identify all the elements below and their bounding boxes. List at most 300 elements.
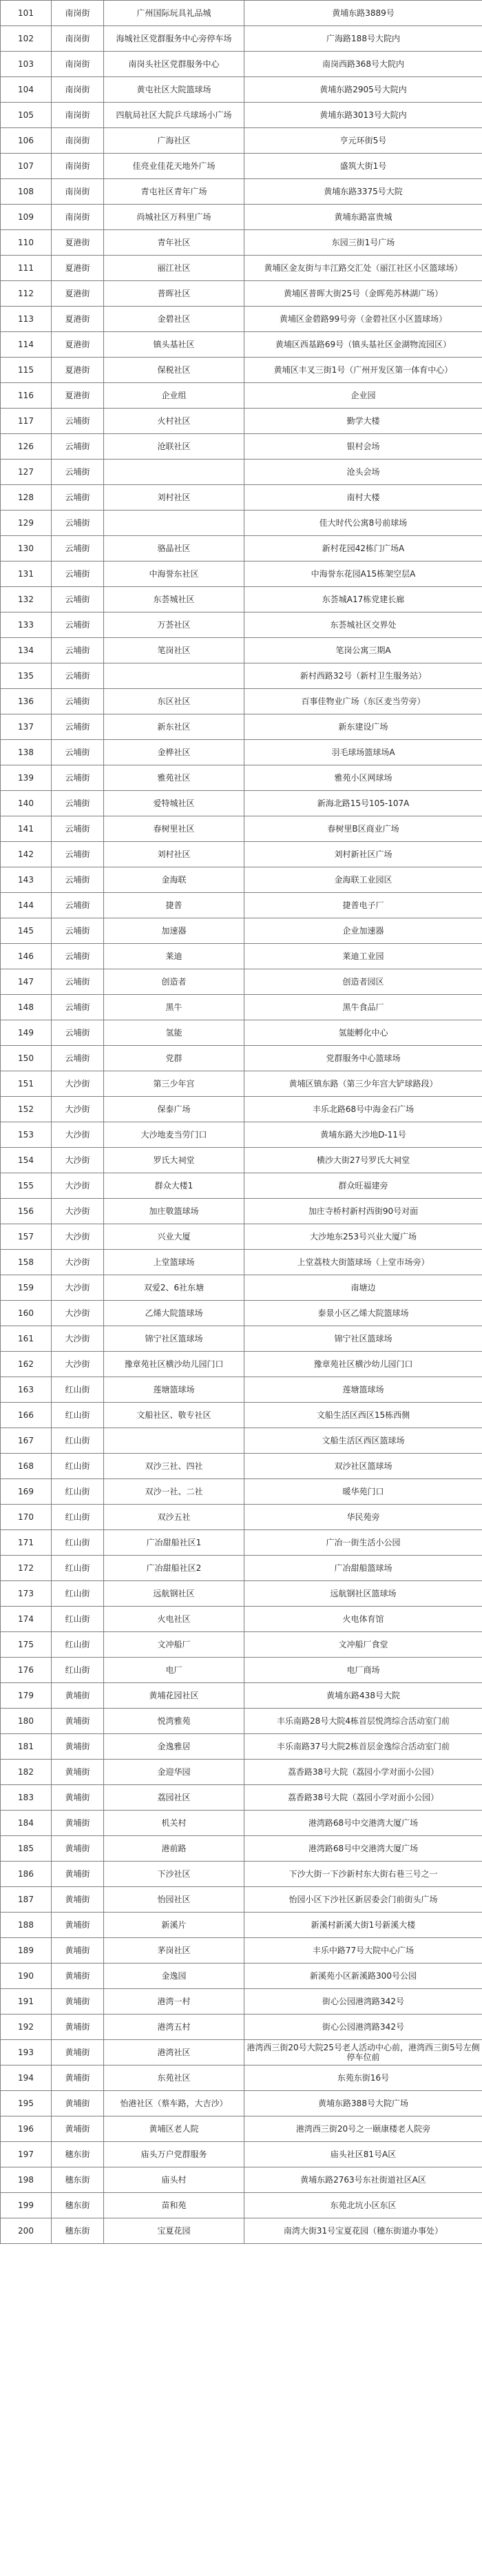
table-row: [1, 791, 482, 816]
table-row: [1, 867, 482, 893]
table-row: [1, 383, 482, 409]
address-cell: 黄埔东路3375号大院: [244, 179, 482, 205]
table-row: [1, 281, 482, 307]
table-row: [1, 409, 482, 434]
street-cell: 红山街: [52, 1658, 104, 1683]
address-cell: 企业加速器: [244, 918, 482, 944]
row-number-cell: 105: [1, 103, 52, 128]
address-cell: 黄埔东路3013号大院内: [244, 103, 482, 128]
street-cell: 南岗街: [52, 154, 104, 179]
row-number-cell: 104: [1, 77, 52, 103]
address-cell: 双沙社区篮球场: [244, 1454, 482, 1479]
address-cell: 文冲船厂食堂: [244, 1632, 482, 1658]
street-cell: 红山街: [52, 1377, 104, 1403]
street-cell: 云埔街: [52, 867, 104, 893]
address-cell: 黄埔东路388号大院广场: [244, 2091, 482, 2116]
street-cell: 穗东街: [52, 2167, 104, 2193]
table-row: [1, 1836, 482, 1862]
street-cell: 南岗街: [52, 26, 104, 52]
address-cell: 新东建设广场: [244, 714, 482, 740]
community-cell: [104, 1428, 244, 1454]
table-row: [1, 944, 482, 969]
address-cell: 火电体育馆: [244, 1607, 482, 1632]
table-row: [1, 918, 482, 944]
street-cell: 黄埔街: [52, 2065, 104, 2091]
community-cell: 广海社区: [104, 128, 244, 154]
table-row: [1, 128, 482, 154]
table-row: [1, 434, 482, 460]
address-cell: 庙头社区81号A区: [244, 2142, 482, 2167]
address-cell: 东苑东街16号: [244, 2065, 482, 2091]
community-cell: [104, 460, 244, 485]
community-cell: 镇头基社区: [104, 332, 244, 358]
street-cell: 黄埔街: [52, 1938, 104, 1964]
table-row: [1, 663, 482, 689]
address-cell: 东园三街1号广场: [244, 230, 482, 256]
table-row: [1, 52, 482, 77]
address-cell: 锦宁社区篮球场: [244, 1326, 482, 1352]
address-cell: 刘村新社区广场: [244, 842, 482, 867]
community-cell: 金迎华园: [104, 1760, 244, 1785]
community-cell: 加速器: [104, 918, 244, 944]
community-cell: 锦宁社区篮球场: [104, 1326, 244, 1352]
community-cell: 荔园社区: [104, 1785, 244, 1811]
table-row: [1, 332, 482, 358]
row-number-cell: 130: [1, 536, 52, 561]
community-cell: 远航钢社区: [104, 1581, 244, 1607]
table-row: [1, 1862, 482, 1887]
address-cell: 电厂商场: [244, 1658, 482, 1683]
community-cell: 南岗头社区党群服务中心: [104, 52, 244, 77]
row-number-cell: 114: [1, 332, 52, 358]
table-row: [1, 179, 482, 205]
address-cell: 黄埔区西基路69号（镇头基社区金湖物流园区）: [244, 332, 482, 358]
community-cell: 火村社区: [104, 409, 244, 434]
table-row: [1, 1760, 482, 1785]
street-cell: 南岗街: [52, 103, 104, 128]
table-row: [1, 1224, 482, 1250]
table-row: [1, 2142, 482, 2167]
community-cell: 机关村: [104, 1811, 244, 1836]
row-number-cell: 150: [1, 1046, 52, 1071]
row-number-cell: 155: [1, 1173, 52, 1199]
community-cell: 骆晶社区: [104, 536, 244, 561]
community-cell: 保税社区: [104, 358, 244, 383]
row-number-cell: 134: [1, 638, 52, 663]
street-cell: 南岗街: [52, 128, 104, 154]
row-number-cell: 170: [1, 1505, 52, 1530]
street-cell: 大沙街: [52, 1071, 104, 1097]
row-number-cell: 132: [1, 587, 52, 612]
community-cell: 雅苑社区: [104, 765, 244, 791]
community-cell: 佳亮业佳花天地外广场: [104, 154, 244, 179]
row-number-cell: 181: [1, 1734, 52, 1760]
row-number-cell: 133: [1, 612, 52, 638]
table-row: [1, 1964, 482, 1989]
row-number-cell: 153: [1, 1122, 52, 1148]
address-cell: 黄埔东路2905号大院内: [244, 77, 482, 103]
row-number-cell: 112: [1, 281, 52, 307]
street-cell: 南岗街: [52, 52, 104, 77]
row-number-cell: 141: [1, 816, 52, 842]
row-number-cell: 102: [1, 26, 52, 52]
table-row: [1, 1785, 482, 1811]
address-cell: 新村花园42栋门广场A: [244, 536, 482, 561]
row-number-cell: 179: [1, 1683, 52, 1709]
table-row: [1, 1148, 482, 1173]
table-row: [1, 765, 482, 791]
table-row: [1, 561, 482, 587]
address-cell: 新溪苑小区新溪路300号公园: [244, 1964, 482, 1989]
community-cell: 港湾五村: [104, 2015, 244, 2040]
street-cell: 南岗街: [52, 77, 104, 103]
table-row: [1, 1658, 482, 1683]
community-cell: 创造者: [104, 969, 244, 995]
community-cell: 普晖社区: [104, 281, 244, 307]
street-cell: 黄埔街: [52, 2015, 104, 2040]
street-cell: 黄埔街: [52, 1836, 104, 1862]
address-cell: 暖华苑门口: [244, 1479, 482, 1505]
address-cell: 沧头会场: [244, 460, 482, 485]
community-cell: 万荟社区: [104, 612, 244, 638]
row-number-cell: 186: [1, 1862, 52, 1887]
community-cell: 沧联社区: [104, 434, 244, 460]
table-row: [1, 205, 482, 230]
table-row: [1, 2015, 482, 2040]
table-row: [1, 1097, 482, 1122]
address-cell: 南岗西路368号大院内: [244, 52, 482, 77]
street-cell: 云埔街: [52, 944, 104, 969]
street-cell: 红山街: [52, 1428, 104, 1454]
row-number-cell: 191: [1, 1989, 52, 2015]
street-cell: 夏港街: [52, 383, 104, 409]
row-number-cell: 140: [1, 791, 52, 816]
address-cell: 雅苑小区网球场: [244, 765, 482, 791]
street-cell: 大沙街: [52, 1148, 104, 1173]
street-cell: 云埔街: [52, 816, 104, 842]
community-cell: 莲塘篮球场: [104, 1377, 244, 1403]
row-number-cell: 195: [1, 2091, 52, 2116]
row-number-cell: 199: [1, 2193, 52, 2218]
community-cell: 庙头村: [104, 2167, 244, 2193]
row-number-cell: 157: [1, 1224, 52, 1250]
community-cell: 豫章苑社区横沙幼儿园门口: [104, 1352, 244, 1377]
row-number-cell: 147: [1, 969, 52, 995]
address-cell: 新海北路15号105-107A: [244, 791, 482, 816]
row-number-cell: 101: [1, 1, 52, 26]
address-cell: 豫章苑社区横沙幼儿园门口: [244, 1352, 482, 1377]
table-row: [1, 1938, 482, 1964]
community-cell: 广冶甜船社区1: [104, 1530, 244, 1556]
street-cell: 南岗街: [52, 205, 104, 230]
street-cell: 大沙街: [52, 1224, 104, 1250]
row-number-cell: 159: [1, 1275, 52, 1301]
community-cell: 金逸园: [104, 1964, 244, 1989]
row-number-cell: 110: [1, 230, 52, 256]
community-cell: 金海联: [104, 867, 244, 893]
table-row: [1, 816, 482, 842]
row-number-cell: 106: [1, 128, 52, 154]
community-cell: 港湾社区: [104, 2040, 244, 2065]
community-cell: 中海誉东社区: [104, 561, 244, 587]
street-cell: 黄埔街: [52, 2040, 104, 2065]
table-row: [1, 1734, 482, 1760]
table-row: [1, 587, 482, 612]
address-cell: 怡园小区下沙社区新居委会门前街头广场: [244, 1887, 482, 1913]
table-row: [1, 154, 482, 179]
street-cell: 云埔街: [52, 969, 104, 995]
row-number-cell: 192: [1, 2015, 52, 2040]
row-number-cell: 144: [1, 893, 52, 918]
community-cell: 电厂: [104, 1658, 244, 1683]
community-cell: 群众大楼1: [104, 1173, 244, 1199]
row-number-cell: 115: [1, 358, 52, 383]
community-cell: 下沙社区: [104, 1862, 244, 1887]
address-cell: 荔香路38号大院（荔园小学对面小公园）: [244, 1785, 482, 1811]
row-number-cell: 109: [1, 205, 52, 230]
street-cell: 穗东街: [52, 2142, 104, 2167]
table-row: [1, 1352, 482, 1377]
row-number-cell: 149: [1, 1020, 52, 1046]
address-cell: 黄埔东路大沙地D-11号: [244, 1122, 482, 1148]
row-number-cell: 135: [1, 663, 52, 689]
table-row: [1, 1046, 482, 1071]
row-number-cell: 103: [1, 52, 52, 77]
address-cell: 文船生活区西区15栋西侧: [244, 1403, 482, 1428]
row-number-cell: 108: [1, 179, 52, 205]
community-cell: 捷普: [104, 893, 244, 918]
community-cell: 黄埔花园社区: [104, 1683, 244, 1709]
table-row: [1, 1581, 482, 1607]
address-cell: 丰乐北路68号中海金石广场: [244, 1097, 482, 1122]
street-cell: 黄埔街: [52, 1964, 104, 1989]
row-number-cell: 146: [1, 944, 52, 969]
community-cell: 东荟城社区: [104, 587, 244, 612]
row-number-cell: 180: [1, 1709, 52, 1734]
street-cell: 黄埔街: [52, 2091, 104, 2116]
table-row: [1, 77, 482, 103]
community-cell: 港湾一村: [104, 1989, 244, 2015]
community-cell: 党群: [104, 1046, 244, 1071]
community-cell: [104, 511, 244, 536]
row-number-cell: 196: [1, 2116, 52, 2142]
street-cell: 黄埔街: [52, 1734, 104, 1760]
address-cell: 黄埔区镇东路（第三少年宫大铲球路段）: [244, 1071, 482, 1097]
community-cell: 双沙三社、四社: [104, 1454, 244, 1479]
table-row: [1, 1122, 482, 1148]
community-cell: 新溪片: [104, 1913, 244, 1938]
street-cell: 云埔街: [52, 434, 104, 460]
address-cell: 氢能孵化中心: [244, 1020, 482, 1046]
table-row: [1, 1173, 482, 1199]
community-cell: 港前路: [104, 1836, 244, 1862]
community-cell: 宝夏花园: [104, 2218, 244, 2244]
street-cell: 黄埔街: [52, 1811, 104, 1836]
table-row: [1, 638, 482, 663]
row-number-cell: 116: [1, 383, 52, 409]
street-cell: 大沙街: [52, 1275, 104, 1301]
address-cell: 创造者园区: [244, 969, 482, 995]
table-row: [1, 714, 482, 740]
address-cell: 街心公园港湾路342号: [244, 1989, 482, 2015]
address-cell: 佳大时代公寓8号前球场: [244, 511, 482, 536]
row-number-cell: 176: [1, 1658, 52, 1683]
table-row: [1, 1530, 482, 1556]
community-cell: 悦湾雅苑: [104, 1709, 244, 1734]
community-cell: 刘村社区: [104, 842, 244, 867]
street-cell: 云埔街: [52, 740, 104, 765]
street-cell: 夏港街: [52, 332, 104, 358]
table-row: [1, 26, 482, 52]
row-number-cell: 174: [1, 1607, 52, 1632]
table-row: [1, 1377, 482, 1403]
community-cell: 金碧社区: [104, 307, 244, 332]
community-cell: 上堂篮球场: [104, 1250, 244, 1275]
community-cell: 四航局社区大院乒乓球场小广场: [104, 103, 244, 128]
community-cell: 乙烯大院篮球场: [104, 1301, 244, 1326]
address-cell: 捷普电子厂: [244, 893, 482, 918]
street-cell: 云埔街: [52, 1020, 104, 1046]
address-cell: 百事佳物业广场（东区麦当劳旁）: [244, 689, 482, 714]
community-cell: 兴业大厦: [104, 1224, 244, 1250]
table-row: [1, 307, 482, 332]
community-cell: 保泰广场: [104, 1097, 244, 1122]
table-row: [1, 103, 482, 128]
street-cell: 云埔街: [52, 995, 104, 1020]
community-cell: 火电社区: [104, 1607, 244, 1632]
row-number-cell: 139: [1, 765, 52, 791]
community-cell: 加庄敬篮球场: [104, 1199, 244, 1224]
row-number-cell: 198: [1, 2167, 52, 2193]
street-cell: 云埔街: [52, 1046, 104, 1071]
row-number-cell: 175: [1, 1632, 52, 1658]
address-cell: 街心公园港湾路342号: [244, 2015, 482, 2040]
community-cell: 文冲船厂: [104, 1632, 244, 1658]
table-row: [1, 1556, 482, 1581]
table-row: [1, 1020, 482, 1046]
address-cell: 荔香路38号大院（荔园小学对面小公园）: [244, 1760, 482, 1785]
street-cell: 云埔街: [52, 663, 104, 689]
row-number-cell: 142: [1, 842, 52, 867]
community-cell: 大沙地麦当劳门口: [104, 1122, 244, 1148]
community-cell: 青年社区: [104, 230, 244, 256]
address-cell: 加庄寺桥村新村西街90号对面: [244, 1199, 482, 1224]
table-row: [1, 1071, 482, 1097]
street-cell: 大沙街: [52, 1250, 104, 1275]
community-cell: 怡园社区: [104, 1887, 244, 1913]
street-cell: 黄埔街: [52, 1683, 104, 1709]
street-cell: 红山街: [52, 1403, 104, 1428]
community-cell: 青屯社区青年广场: [104, 179, 244, 205]
address-cell: 港湾路68号中交港湾大厦广场: [244, 1836, 482, 1862]
street-cell: 红山街: [52, 1505, 104, 1530]
row-number-cell: 184: [1, 1811, 52, 1836]
community-cell: 庙头万户党群服务: [104, 2142, 244, 2167]
address-cell: 黄埔区金碧路99号旁（金碧社区小区篮球场）: [244, 307, 482, 332]
table-row: [1, 2218, 482, 2244]
street-cell: 云埔街: [52, 893, 104, 918]
community-cell: 苗和苑: [104, 2193, 244, 2218]
row-number-cell: 126: [1, 434, 52, 460]
community-cell: 双爱2、6社东塘: [104, 1275, 244, 1301]
table-row: [1, 2065, 482, 2091]
site-list-body: [1, 1, 482, 2244]
community-cell: 怡港社区（蔡车路，大吉沙）: [104, 2091, 244, 2116]
community-cell: 丽江社区: [104, 256, 244, 281]
street-cell: 黄埔街: [52, 1709, 104, 1734]
row-number-cell: 127: [1, 460, 52, 485]
row-number-cell: 169: [1, 1479, 52, 1505]
address-cell: 广海路188号大院内: [244, 26, 482, 52]
row-number-cell: 167: [1, 1428, 52, 1454]
table-row: [1, 536, 482, 561]
row-number-cell: 183: [1, 1785, 52, 1811]
table-row: [1, 230, 482, 256]
street-cell: 云埔街: [52, 765, 104, 791]
community-cell: 莱迪: [104, 944, 244, 969]
address-cell: 新溪村新溪大街1号新溪大楼: [244, 1913, 482, 1938]
community-cell: 双沙一社、二社: [104, 1479, 244, 1505]
address-cell: 远航钢社区篮球场: [244, 1581, 482, 1607]
row-number-cell: 193: [1, 2040, 52, 2065]
table-row: [1, 1428, 482, 1454]
address-cell: 企业园: [244, 383, 482, 409]
row-number-cell: 128: [1, 485, 52, 511]
community-cell: 广冶甜船社区2: [104, 1556, 244, 1581]
street-cell: 红山街: [52, 1581, 104, 1607]
table-row: [1, 689, 482, 714]
table-row: [1, 842, 482, 867]
table-row: [1, 1301, 482, 1326]
address-cell: 下沙大街一下沙新村东大街右巷三号之一: [244, 1862, 482, 1887]
address-cell: 港湾西三街20号大院25号老人活动中心前，港湾西三街5号左侧停车位前: [244, 2040, 482, 2065]
address-cell: 中海誉东花园A15栋架空层A: [244, 561, 482, 587]
community-cell: 金桦社区: [104, 740, 244, 765]
table-row: [1, 1607, 482, 1632]
street-cell: 云埔街: [52, 409, 104, 434]
street-cell: 黄埔街: [52, 1887, 104, 1913]
street-cell: 穗东街: [52, 2193, 104, 2218]
row-number-cell: 145: [1, 918, 52, 944]
street-cell: 云埔街: [52, 791, 104, 816]
row-number-cell: 162: [1, 1352, 52, 1377]
street-cell: 夏港街: [52, 307, 104, 332]
street-cell: 云埔街: [52, 460, 104, 485]
street-cell: 夏港街: [52, 358, 104, 383]
row-number-cell: 113: [1, 307, 52, 332]
table-row: [1, 256, 482, 281]
table-row: [1, 1632, 482, 1658]
community-cell: 黑牛: [104, 995, 244, 1020]
address-cell: 莲塘篮球场: [244, 1377, 482, 1403]
row-number-cell: 136: [1, 689, 52, 714]
street-cell: 大沙街: [52, 1326, 104, 1352]
community-cell: 笔岗社区: [104, 638, 244, 663]
address-cell: 群众旺福建旁: [244, 1173, 482, 1199]
street-cell: 黄埔街: [52, 1785, 104, 1811]
street-cell: 云埔街: [52, 561, 104, 587]
street-cell: 黄埔街: [52, 1760, 104, 1785]
table-row: [1, 485, 482, 511]
community-cell: 黄埔区老人院: [104, 2116, 244, 2142]
row-number-cell: 187: [1, 1887, 52, 1913]
row-number-cell: 182: [1, 1760, 52, 1785]
row-number-cell: 138: [1, 740, 52, 765]
table-row: [1, 1250, 482, 1275]
address-cell: 新村西路32号（新村卫生服务站）: [244, 663, 482, 689]
street-cell: 云埔街: [52, 689, 104, 714]
address-cell: 党群服务中心篮球场: [244, 1046, 482, 1071]
